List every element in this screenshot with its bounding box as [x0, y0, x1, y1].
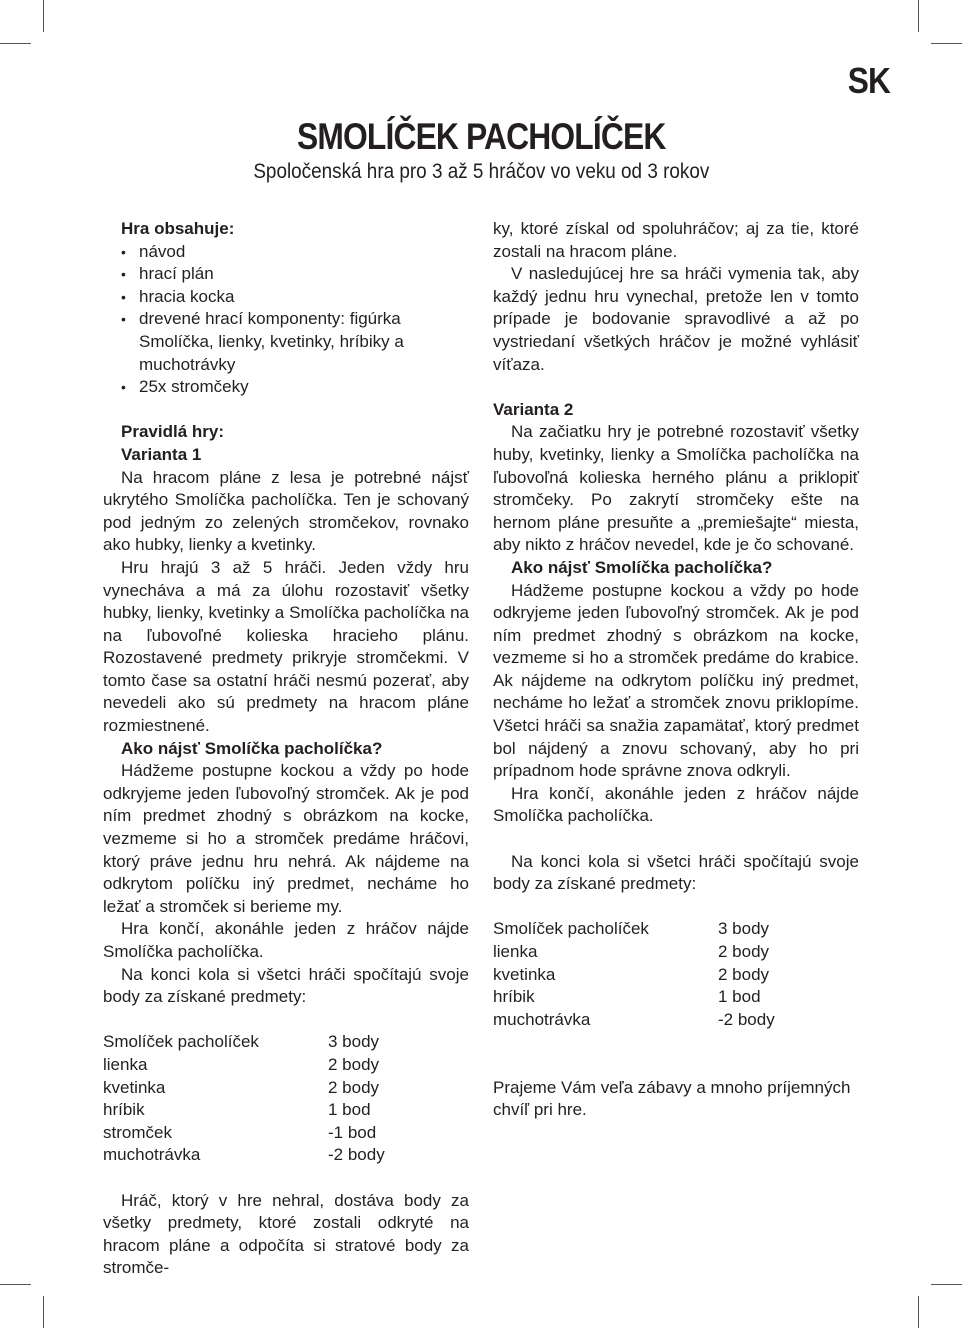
score-item: Smolíček pacholíček — [493, 919, 649, 939]
rules-heading: Pravidlá hry: — [121, 422, 224, 442]
score-points: 2 body — [718, 942, 770, 961]
score-item: hríbik — [493, 987, 535, 1007]
list-item: • drevené hrací komponenty: figúrka Smolíčka, lienky, kvetinky, hríbiky a muchotrávky — [121, 308, 469, 376]
table-row — [103, 1054, 385, 1077]
list-item: • hrací plán — [121, 263, 469, 286]
paragraph: Na konci kola si všetci hráči spočítajú svoje body za získané predmety: — [103, 964, 469, 1007]
score-item: muchotrávka — [493, 1009, 591, 1029]
crop-mark — [43, 0, 44, 32]
list-item: • hracia kocka — [121, 286, 469, 309]
score-points: 3 body — [718, 919, 770, 939]
paragraph: Hra končí, akonáhle jeden z hráčov nájde Smolíčka pacholíčka. — [493, 783, 859, 826]
score-item: Smolíček pacholíček — [103, 1032, 259, 1052]
score-item: muchotrávka — [103, 1145, 201, 1165]
score-points: -2 body — [718, 1009, 775, 1029]
score-item: lienka — [103, 1054, 148, 1074]
score-table — [493, 918, 775, 1031]
page-title — [0, 116, 962, 158]
paragraph: ky, ktoré získal od spoluhráčov; aj za tie, ktoré zostali na hracom pláne. — [493, 219, 859, 261]
contents-list — [103, 241, 469, 399]
paragraph: Hádžeme postupne kockou a vždy po hode odkryjeme jeden ľubovoľný stromček. Ak je pod ním predmet zhodný s obrázkom na kocke, vezmeme si ho a stromček predáme do krabice. Ak nájdeme na odkrytom políčku iný predmet, necháme ho ležať a stromček znovu priklopíme. Všetci hráči sa snažia zapamätať, ktorý predmet bol nájdený a znovu schovaný, aby ho pri prípadnom hode správne znova odkryli. — [493, 580, 859, 781]
table-row — [493, 941, 775, 964]
score-item: hríbik — [103, 1100, 145, 1120]
how-to-find-heading: Ako nájsť Smolíčka pacholíčka? — [121, 738, 383, 758]
score-points: 3 body — [328, 1032, 380, 1052]
paragraph: Hádžeme postupne kockou a vždy po hode odkryjeme jeden ľubovoľný stromček. Ak je pod ním predmet zhodný s obrázkom na kocke, vezmeme si ho a stromček predáme hráčovi, ktorý práve jednu hru nehrá. Ak nájdeme na odkrytom políčku iný predmet, necháme ho ležať a stromček si berieme my. — [103, 761, 469, 916]
right-column — [493, 218, 859, 1122]
paragraph: Hráč, ktorý v hre nehral, dostáva body za všetky predmety, ktoré zostali odkryté na hracom pláne a odpočíta si stratové body za stromče- — [103, 1190, 469, 1278]
list-item: • návod — [121, 241, 469, 264]
score-item: kvetinka — [493, 964, 556, 984]
page-subtitle — [0, 160, 962, 184]
contents-heading: Hra obsahuje: — [121, 219, 235, 238]
paragraph: Na začiatku hry je potrebné rozostaviť všetky huby, kvetinky, lienky a Smolíčka pacholíčka na ľubovoľná kolieska herného plánu a priklopiť stromčeky. Po zakrytí stromčeky ešte na hernom pláne presuňte a „premiešajte“ miesta, aby nikto z hráčov nevedel, kde je čo schované. — [493, 422, 859, 555]
table-row — [493, 918, 775, 941]
score-item: stromček — [103, 1122, 172, 1142]
paragraph: V nasledujúcej hre sa hráči vymenia tak, aby každý jednu hru vynechal, pretože len v tomto prípade je bodovanie spravodlivé a až po vystriedaní všetkých hráčov je možné vyhlásiť víťaza. — [493, 264, 859, 374]
paragraph: Hru hrajú 3 až 5 hráči. Jeden vždy hru vynecháva a má za úlohu rozostaviť všetky hubky, lienky, kvetinky a Smolíčka pacholíčka na na ľubovoľné kolieska hracieho plánu. Rozostavené predmety prikryje stromčekmi. V tomto čase sa ostatní hráči nesmú pozerať, aby nevedeli ako sú predmety na hracom pláne rozmiestnené. — [103, 557, 469, 736]
score-points: -1 bod — [328, 1122, 377, 1142]
crop-mark — [43, 1296, 44, 1328]
table-row — [493, 964, 775, 987]
closing-text: Prajeme Vám veľa zábavy a mnoho príjemných chvíľ pri hre. — [493, 1077, 851, 1120]
crop-mark — [918, 1296, 919, 1328]
crop-mark — [0, 1284, 31, 1285]
crop-mark — [931, 1284, 962, 1285]
score-points: 1 bod — [718, 987, 761, 1007]
crop-mark — [931, 43, 962, 44]
table-row — [493, 1009, 775, 1032]
table-row — [103, 1122, 385, 1145]
table-row — [493, 986, 775, 1009]
subtitle-text: Spoločenská hra pro 3 až 5 hráčov vo veku od 3 rokov — [253, 160, 709, 183]
score-item: kvetinka — [103, 1077, 166, 1097]
score-points: 2 body — [718, 964, 770, 984]
paragraph: Na hracom pláne z lesa je potrebné nájsť ukrytého Smolíčka pacholíčka. Ten je schovaný pod jedným zo zelených stromčekov, rovnako ako hubky, lienky a kvetinky. — [103, 467, 469, 555]
how-to-find-heading: Ako nájsť Smolíčka pacholíčka? — [511, 557, 773, 577]
score-points: 2 body — [328, 1054, 380, 1074]
crop-mark — [918, 0, 919, 32]
score-table — [103, 1031, 385, 1167]
language-label: SK — [847, 60, 890, 101]
table-row — [103, 1099, 385, 1122]
table-row — [103, 1144, 385, 1167]
table-row — [103, 1077, 385, 1100]
score-points: -2 body — [328, 1145, 385, 1165]
variant1-heading: Varianta 1 — [121, 444, 202, 464]
variant2-heading: Varianta 2 — [493, 399, 574, 419]
score-points: 1 bod — [328, 1100, 371, 1120]
paragraph: Na konci kola si všetci hráči spočítajú svoje body za získané predmety: — [493, 851, 859, 894]
paragraph: Hra končí, akonáhle jeden z hráčov nájde Smolíčka pacholíčka. — [103, 919, 469, 961]
list-item: • 25x stromčeky — [121, 376, 469, 399]
score-points: 2 body — [328, 1077, 380, 1097]
score-item: lienka — [493, 942, 538, 961]
left-column — [103, 218, 469, 1280]
title-text: SMOLÍČEK PACHOLÍČEK — [296, 116, 666, 157]
crop-mark — [0, 43, 31, 44]
table-row — [103, 1031, 385, 1054]
